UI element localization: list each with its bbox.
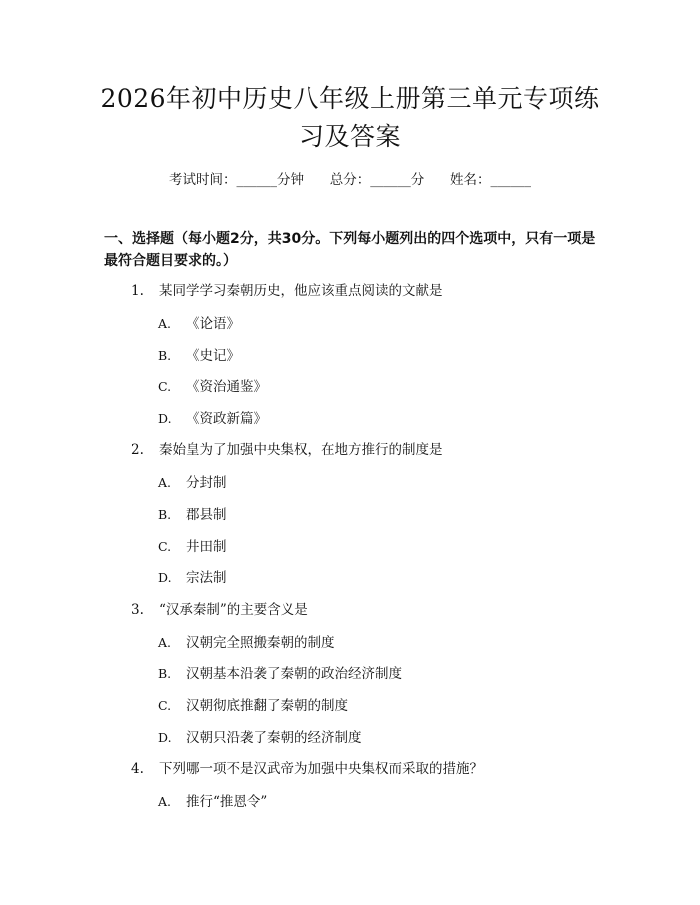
option-letter: A. — [158, 475, 172, 490]
question-3-option-c[interactable] — [158, 697, 348, 715]
question-1-option-c[interactable] — [158, 378, 267, 396]
question-3-option-a[interactable] — [158, 634, 335, 652]
question-2-option-a[interactable] — [158, 474, 227, 492]
option-text: 郡县制 — [186, 507, 227, 523]
question-3-option-d[interactable] — [158, 729, 362, 747]
question-1-option-d[interactable] — [158, 410, 267, 428]
option-letter: C. — [158, 539, 172, 554]
total-score-field: 总分：______分 — [329, 172, 425, 188]
student-name-field: 姓名：______ — [450, 172, 531, 188]
document-title: 2026年初中历史八年级上册第三单元专项练习及答案 — [100, 84, 600, 151]
option-letter: B. — [158, 507, 172, 522]
question-text: 秦始皇为了加强中央集权，在地方推行的制度是 — [159, 442, 443, 458]
question-number: 2. — [131, 442, 144, 458]
option-text: 《资治通鉴》 — [186, 379, 267, 395]
option-text: 宗法制 — [186, 570, 227, 586]
question-4 — [131, 760, 483, 778]
option-letter: A. — [158, 794, 172, 809]
question-1-option-a[interactable] — [158, 315, 240, 333]
question-text: 某同学学习秦朝历史，他应该重点阅读的文献是 — [159, 283, 443, 299]
question-number: 1. — [131, 283, 144, 299]
question-3-option-b[interactable] — [158, 665, 402, 683]
question-2-option-d[interactable] — [158, 569, 227, 587]
option-text: 汉朝完全照搬秦朝的制度 — [186, 635, 335, 651]
option-text: 汉朝彻底推翻了秦朝的制度 — [186, 698, 348, 714]
question-number: 3. — [131, 602, 144, 618]
option-letter: D. — [158, 570, 172, 585]
option-letter: B. — [158, 348, 172, 363]
option-text: 《资政新篇》 — [186, 411, 267, 427]
option-letter: D. — [158, 411, 172, 426]
option-letter: A. — [158, 316, 172, 331]
option-text: 分封制 — [186, 475, 227, 491]
option-letter: B. — [158, 666, 172, 681]
option-text: 汉朝只沿袭了秦朝的经济制度 — [186, 730, 362, 746]
option-text: 推行“推恩令” — [186, 794, 268, 810]
question-3 — [131, 601, 308, 619]
option-text: 《论语》 — [186, 316, 240, 332]
question-1 — [131, 282, 443, 300]
question-2-option-c[interactable] — [158, 538, 227, 556]
question-text: 下列哪一项不是汉武帝为加强中央集权而采取的措施？ — [159, 761, 483, 777]
option-text: 汉朝基本沿袭了秦朝的政治经济制度 — [186, 666, 402, 682]
question-1-option-b[interactable] — [158, 347, 240, 365]
option-text: 井田制 — [186, 539, 227, 555]
option-letter: C. — [158, 698, 172, 713]
option-text: 《史记》 — [186, 348, 240, 364]
exam-meta — [0, 168, 700, 188]
question-text: “汉承秦制”的主要含义是 — [159, 602, 308, 618]
option-letter: C. — [158, 379, 172, 394]
question-2 — [131, 441, 443, 459]
question-number: 4. — [131, 761, 144, 777]
exam-time-field: 考试时间：______分钟 — [169, 172, 304, 188]
option-letter: A. — [158, 635, 172, 650]
option-letter: D. — [158, 730, 172, 745]
question-4-option-a[interactable] — [158, 793, 267, 811]
question-2-option-b[interactable] — [158, 506, 227, 524]
section-heading: 一、选择题（每小题2分，共30分。下列每小题列出的四个选项中，只有一项是最符合题目要求的。） — [104, 231, 596, 269]
